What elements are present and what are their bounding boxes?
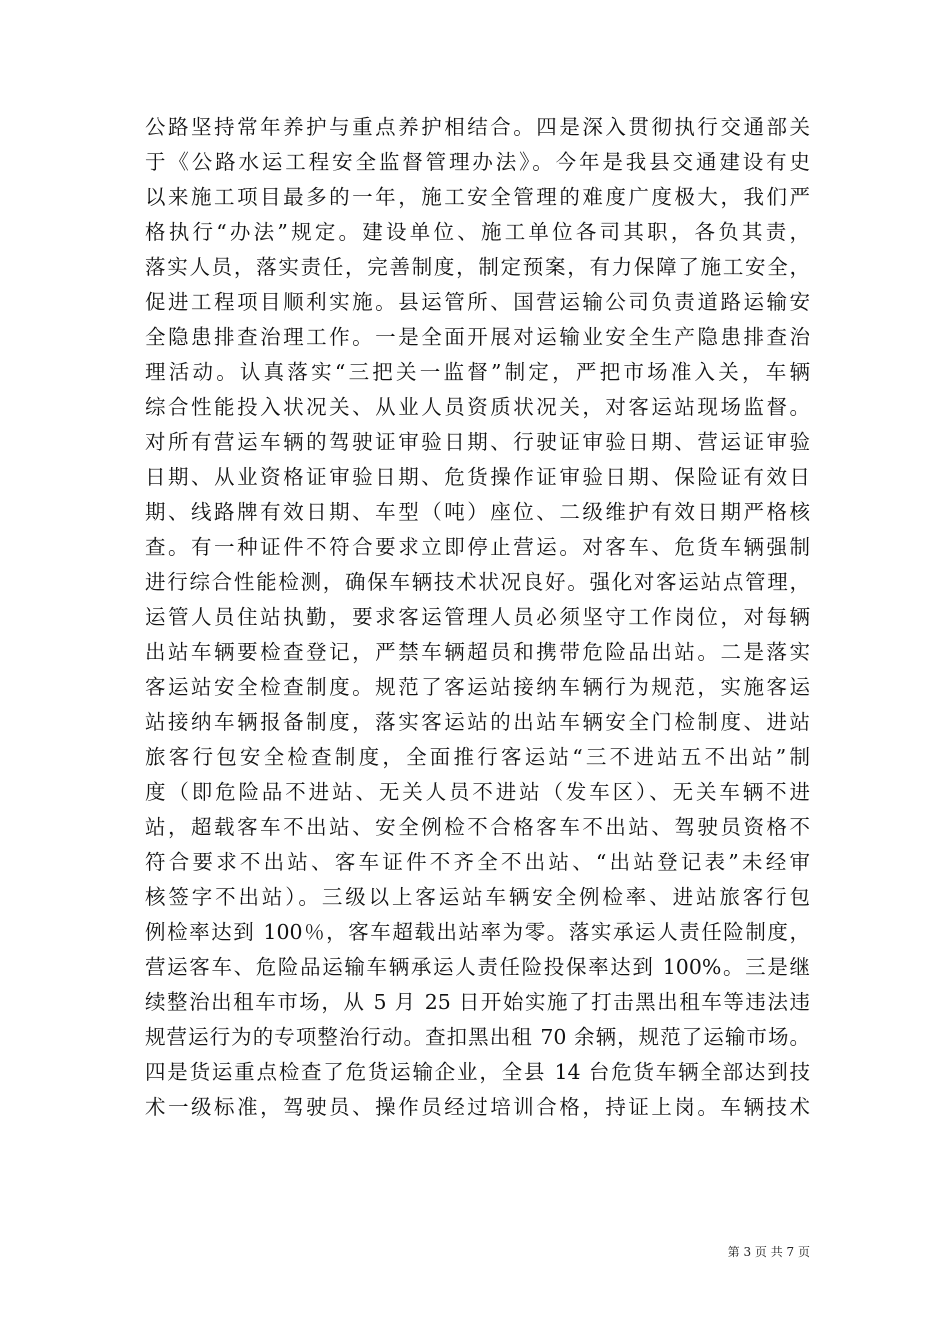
text-line: 格执行“办法”规定。建设单位、施工单位各司其职，各负其责， (145, 220, 810, 244)
text-line: 以来施工项目最多的一年，施工安全管理的难度广度极大，我们严 (145, 185, 810, 209)
text-line: 旅客行包安全检查制度，全面推行客运站“三不进站五不出站”制 (145, 745, 810, 769)
text-line: 综合性能投入状况关、从业人员资质状况关，对客运站现场监督。 (145, 395, 810, 419)
text-line: 对所有营运车辆的驾驶证审验日期、行驶证审验日期、营运证审验 (145, 430, 810, 454)
page-number: 第 3 页 共 7 页 (727, 1245, 810, 1259)
text-line: 期、线路牌有效日期、车型（吨）座位、二级维护有效日期严格核 (145, 500, 810, 524)
text-line: 落实人员，落实责任，完善制度，制定预案，有力保障了施工安全， (145, 255, 810, 279)
text-line: 进行综合性能检测，确保车辆技术状况良好。强化对客运站点管理， (145, 570, 810, 594)
text-line: 于《公路水运工程安全监督管理办法》。今年是我县交通建设有史 (145, 150, 810, 174)
text-line: 查。有一种证件不符合要求立即停止营运。对客车、危货车辆强制 (145, 535, 810, 559)
text-line: 客运站安全检查制度。规范了客运站接纳车辆行为规范，实施客运 (145, 675, 810, 699)
text-line: 营运客车、危险品运输车辆承运人责任险投保率达到 100%。三是继 (145, 955, 810, 979)
text-line: 例检率达到 100％，客车超载出站率为零。落实承运人责任险制度， (145, 920, 810, 944)
text-line: 符合要求不出站、客车证件不齐全不出站、“出站登记表”未经审 (145, 850, 810, 874)
text-line: 理活动。认真落实“三把关一监督”制定，严把市场准入关，车辆 (145, 360, 810, 384)
text-line: 促进工程项目顺利实施。县运管所、国营运输公司负责道路运输安 (145, 290, 810, 314)
text-line: 核签字不出站）。三级以上客运站车辆安全例检率、进站旅客行包 (145, 885, 810, 909)
text-line: 运管人员住站执勤，要求客运管理人员必须坚守工作岗位，对每辆 (145, 605, 810, 629)
text-line: 四是货运重点检查了危货运输企业，全县 14 台危货车辆全部达到技 (145, 1060, 810, 1084)
text-line: 度（即危险品不进站、无关人员不进站（发车区）、无关车辆不进 (145, 780, 810, 804)
text-line: 全隐患排查治理工作。一是全面开展对运输业安全生产隐患排查治 (145, 325, 810, 349)
text-line: 规营运行为的专项整治行动。查扣黑出租 70 余辆，规范了运输市场。 (145, 1025, 810, 1049)
text-line: 站，超载客车不出站、安全例检不合格客车不出站、驾驶员资格不 (145, 815, 810, 839)
text-line: 续整治出租车市场，从 5 月 25 日开始实施了打击黑出租车等违法违 (145, 990, 810, 1014)
text-line: 术一级标准，驾驶员、操作员经过培训合格，持证上岗。车辆技术 (145, 1095, 810, 1119)
text-line: 站接纳车辆报备制度，落实客运站的出站车辆安全门检制度、进站 (145, 710, 810, 734)
text-line: 日期、从业资格证审验日期、危货操作证审验日期、保险证有效日 (145, 465, 810, 489)
text-line: 公路坚持常年养护与重点养护相结合。四是深入贯彻执行交通部关 (145, 115, 810, 139)
text-line: 出站车辆要检查登记，严禁车辆超员和携带危险品出站。二是落实 (145, 640, 810, 664)
body-paragraph (145, 110, 810, 1125)
